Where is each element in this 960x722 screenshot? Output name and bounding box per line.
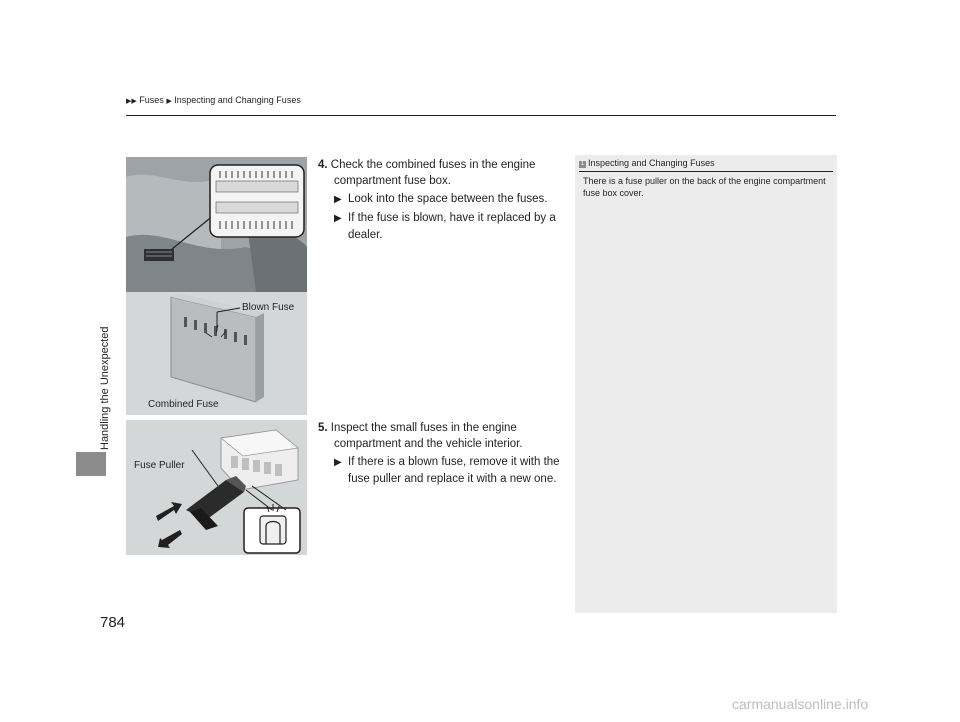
sub-step [318, 191, 568, 208]
note-title-text: Inspecting and Changing Fuses [588, 158, 715, 168]
breadcrumb-fuses[interactable]: Fuses [139, 95, 164, 105]
note-number-icon: 1 [580, 161, 585, 167]
sub-step-text: Look into the space between the fuses. [348, 193, 548, 205]
arrow-right-icon: ▶ [334, 213, 342, 224]
breadcrumb-arrow-icon: ▶▶ [126, 98, 137, 105]
label-blown-fuse: Blown Fuse [242, 302, 295, 313]
combined-fuse-illustration [126, 157, 307, 415]
note-body: There is a fuse puller on the back of the engine compartment fuse box cover. [583, 176, 826, 198]
step-4 [318, 157, 568, 243]
sub-step-text: If there is a blown fuse, remove it with the fuse puller and replace it with a new one. [348, 456, 560, 485]
breadcrumb-arrow-icon: ▶ [166, 98, 172, 105]
label-fuse-puller: Fuse Puller [134, 460, 185, 471]
step-5 [318, 420, 568, 487]
side-tab-label: Handling the Unexpected [99, 326, 111, 450]
watermark: carmanualsonline.info [732, 696, 869, 712]
figure-fuse-puller [126, 420, 307, 555]
header-rule [126, 115, 836, 116]
figure-combined-fuse [126, 157, 307, 415]
note-title[interactable] [579, 158, 715, 168]
step-text: Inspect the small fuses in the engine compartment and the vehicle interior. [330, 422, 523, 450]
arrow-right-icon: ▶ [334, 457, 342, 468]
breadcrumb-inspecting[interactable]: Inspecting and Changing Fuses [174, 95, 301, 105]
label-combined-fuse: Combined Fuse [148, 399, 219, 410]
sub-step [318, 454, 568, 487]
note-rule [579, 171, 833, 172]
breadcrumb [126, 95, 301, 105]
page-number: 784 [100, 614, 126, 631]
step-number: 4. [318, 159, 328, 171]
sub-step [318, 210, 568, 243]
step-text: Check the combined fuses in the engine compartment fuse box. [330, 159, 536, 187]
note-panel [575, 155, 837, 613]
step-number: 5. [318, 422, 328, 434]
side-tab-marker [76, 452, 106, 476]
fuse-puller-illustration [126, 420, 307, 555]
sub-step-text: If the fuse is blown, have it replaced by a dealer. [348, 212, 556, 241]
arrow-right-icon: ▶ [334, 194, 342, 205]
